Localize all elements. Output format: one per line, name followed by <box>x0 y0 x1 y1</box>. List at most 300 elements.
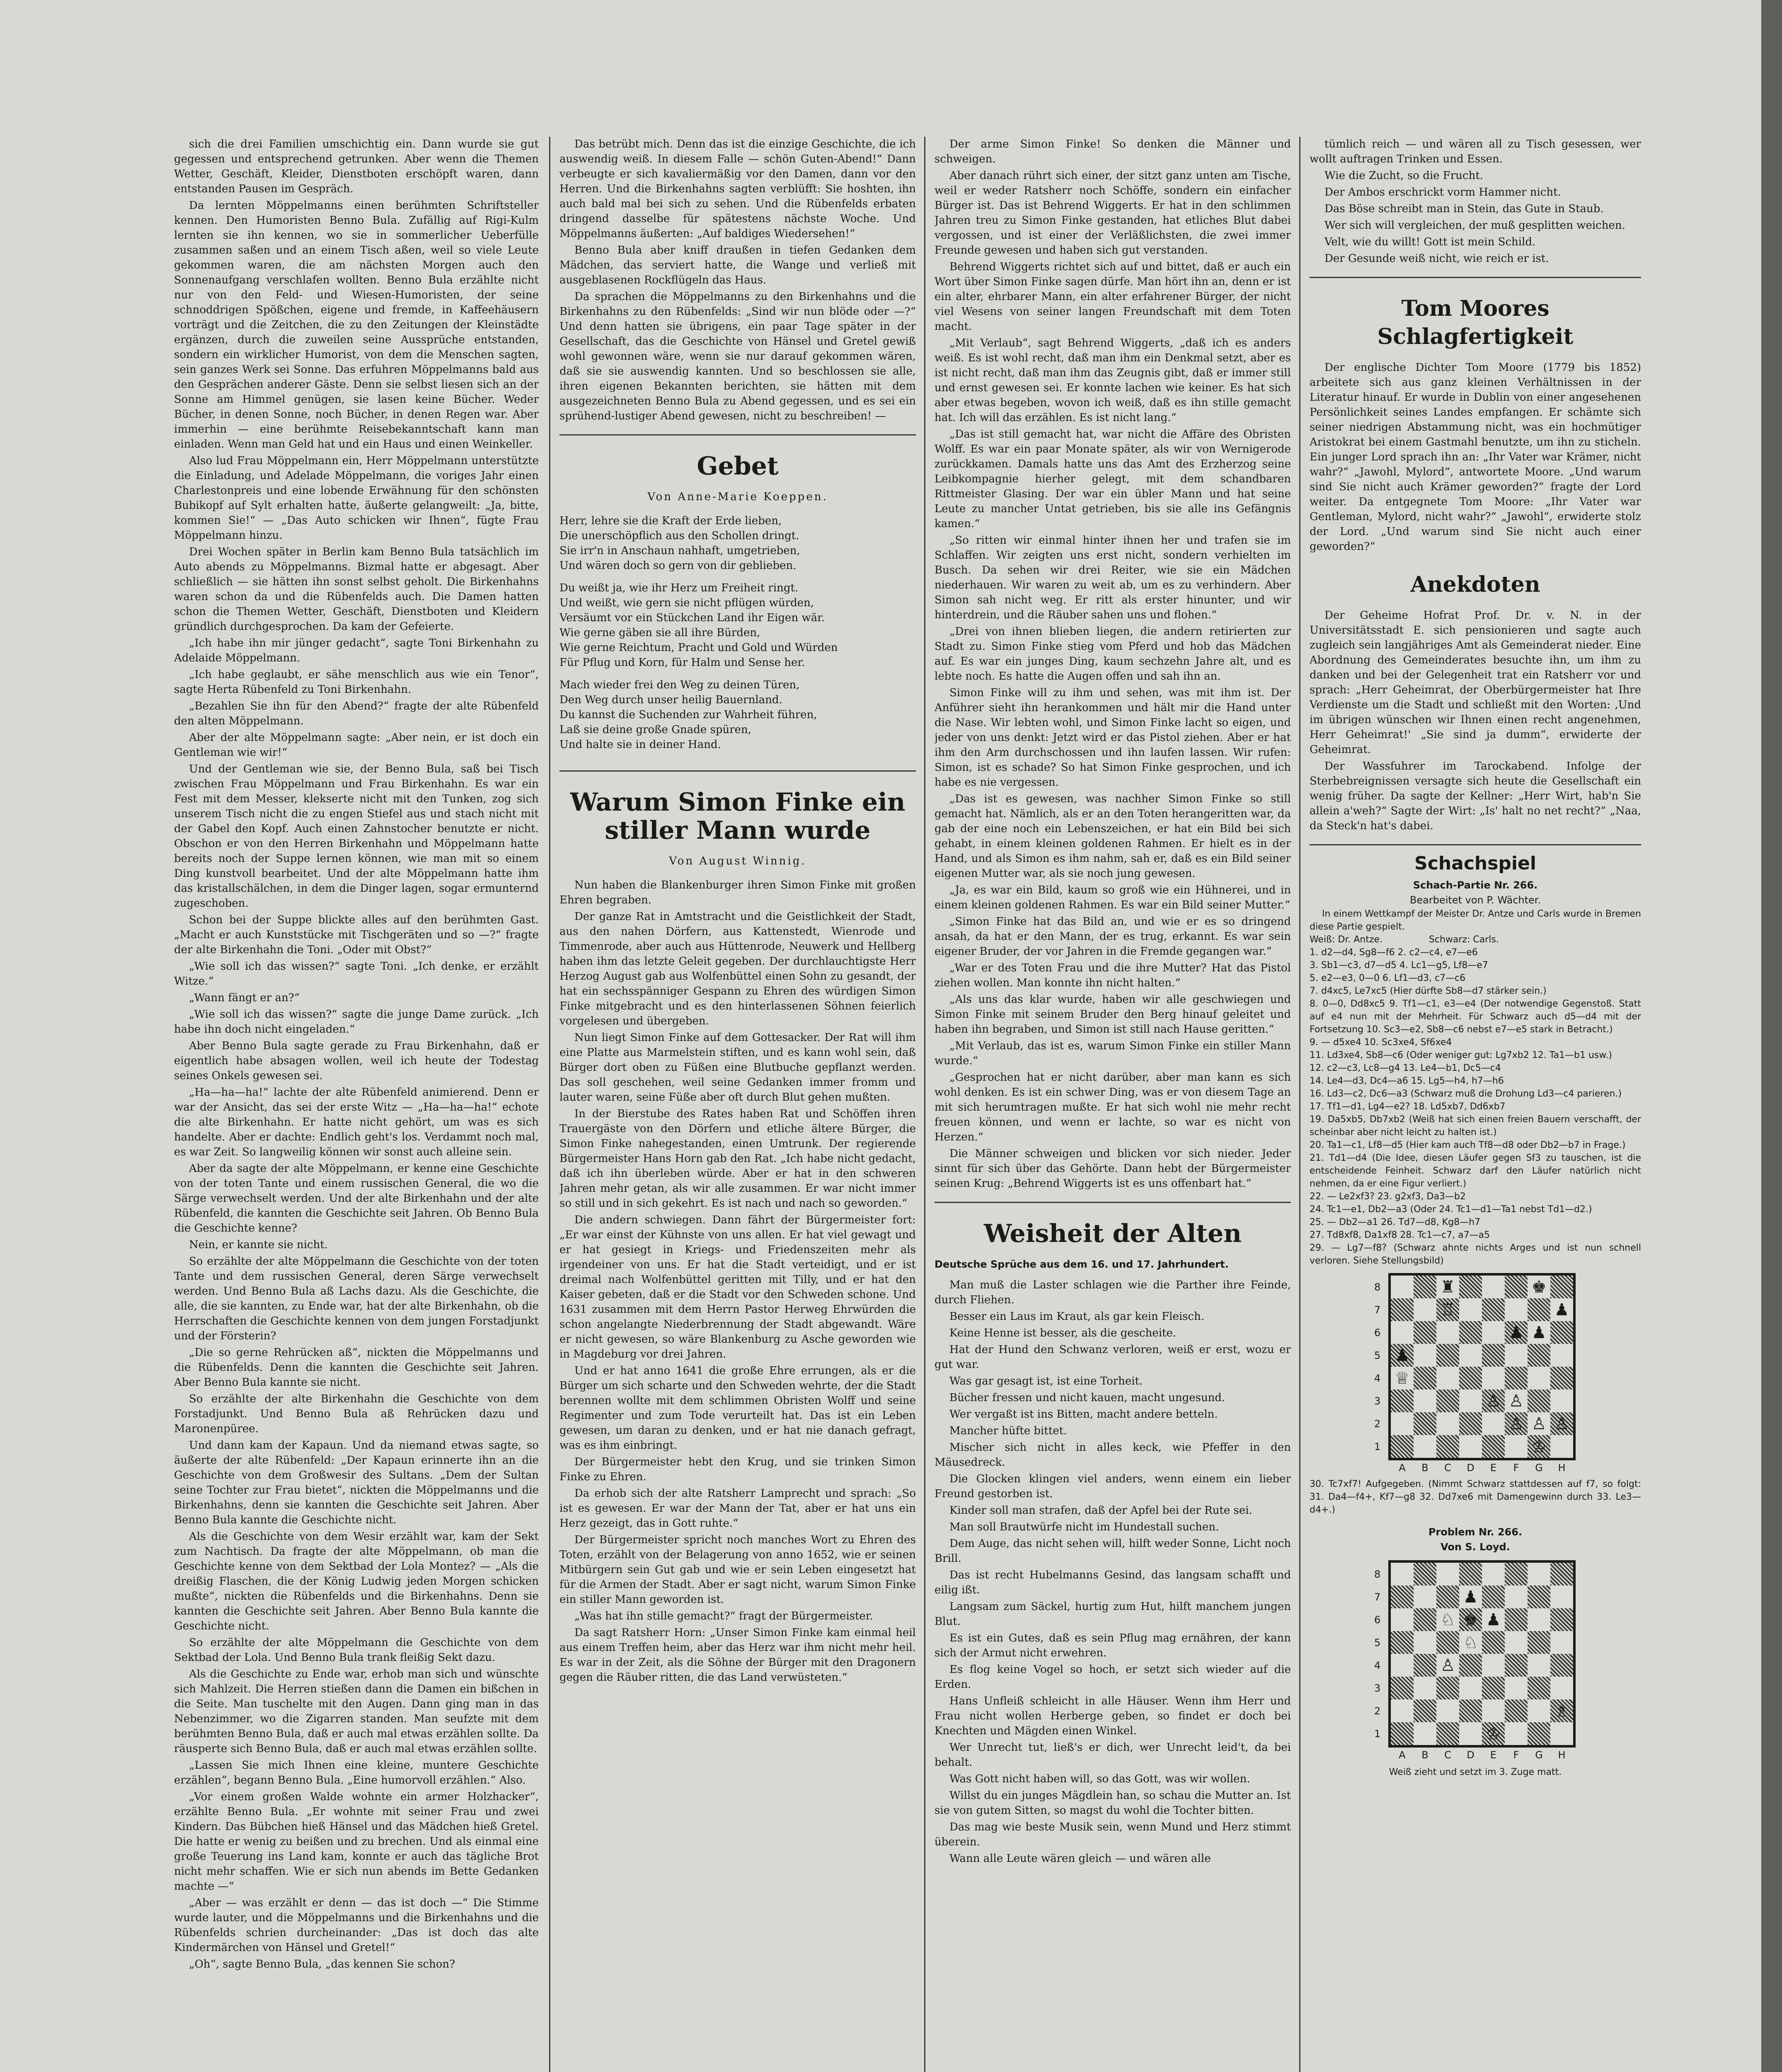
poem-body <box>559 513 916 760</box>
chess-piece <box>1482 1631 1505 1654</box>
poem-line: Und halte sie in deiner Hand. <box>559 738 721 751</box>
board-square <box>1505 1677 1528 1699</box>
board-square <box>1528 1412 1550 1435</box>
board-square <box>1550 1412 1573 1435</box>
chess-piece <box>1482 1412 1505 1435</box>
chess-piece <box>1505 1585 1528 1608</box>
page-edge <box>1761 0 1782 2072</box>
paragraph: Der Geheime Hofrat Prof. Dr. v. N. in der Universitätsstadt E. sich pensionieren und sagte auch zugleich sein langjähriges Amt als Gemeinderat nieder. Eine Abordnung des Gemeinderates besuchte ihn, um ihm zu danken und bei der Gelegenheit trat ein Ratsherr vor und sprach: „Herr Geheimrat, der Oberbürgermeister hat Ihre Verdienste um die Stadt und schließt mit den Worten: ,Und im übrigen wünschen wir Ihnen einen recht angenehmen, Herr Geheimrat!' „Sie sind ja dumm“, erwiderte der Geheimrat. <box>1310 609 1641 756</box>
chess-piece <box>1528 1563 1550 1585</box>
chess-move: 27. Td8xf8, Da1xf8 28. Tc1—c7, a7—a5 <box>1310 1230 1490 1240</box>
chess-piece <box>1414 1389 1436 1412</box>
board-square <box>1505 1608 1528 1631</box>
paragraph: So erzählte der alte Birkenhahn die Geschichte von dem Forstadjunkt. Und Benno Bula aß Rehrücken dazu und Maronenpüree. <box>174 1393 539 1435</box>
chess-piece <box>1550 1631 1573 1654</box>
chess-piece <box>1414 1677 1436 1699</box>
board-square <box>1505 1344 1528 1367</box>
chess-piece <box>1459 1654 1482 1677</box>
column-2 <box>559 137 916 2072</box>
chess-piece: ♟ <box>1531 1323 1547 1342</box>
paragraph: So erzählte der alte Möppelmann die Geschichte von dem Sektbad der Lola. Und Benno Bula trank fleißig Sekt dazu. <box>174 1636 539 1664</box>
chess-piece <box>1436 1563 1459 1585</box>
column-4 <box>1310 137 1641 2072</box>
chess-piece <box>1391 1608 1414 1631</box>
saying: Wer Unrecht tut, ließ's er dich, wer Unrecht leid't, da bei behalt. <box>935 1741 1291 1769</box>
chess-piece <box>1414 1321 1436 1344</box>
chess-piece <box>1414 1699 1436 1722</box>
paragraph: „Das ist es gewesen, was nachher Simon Finke so still gemacht hat. Nämlich, als er an den Toten herangeritten war, da gab der eine noch ein Lebenszeichen, er hat ein Bild bei sich gehabt, in einem kleinen goldenen Rahmen. Er hielt es in der Hand, und als Simon es ihm nahm, sah er, daß es ein Bild seiner eigenen Mutter war, als sie noch jung gewesen. <box>935 793 1291 880</box>
board-square <box>1528 1435 1550 1458</box>
poem-line: Herr, lehre sie die Kraft der Erde lieben, <box>559 515 782 527</box>
problem-caption: Weiß zieht und setzt im 3. Zuge matt. <box>1389 1767 1562 1777</box>
poem-line: Du weißt ja, wie ihr Herz um Freiheit ringt. <box>559 582 799 594</box>
chess-piece <box>1505 1631 1528 1654</box>
paragraph: „Wie soll ich das wissen?“ sagte die junge Dame zurück. „Ich habe ihn doch nicht eingeladen.“ <box>174 1008 539 1036</box>
board-square <box>1528 1722 1550 1745</box>
paragraph: Und er hat anno 1641 die große Ehre errungen, als er die Bürger um sich scharte und den Schweden wehrte, der die Stadt berennen wollte mit dem schlimmen Obristen Wolff und seine Regimenter und zum Tode verurteilt hat. Das ist ein Leben gewesen, um daran zu denken, und er hat nie danach gefragt, was es ihm einbringt. <box>559 1365 916 1452</box>
saying: Das Böse schreibt man in Stein, das Gute in Staub. <box>1324 203 1604 215</box>
sayings-body <box>935 1278 1291 1866</box>
board-square <box>1436 1699 1459 1722</box>
board-square <box>1482 1699 1505 1722</box>
article-byline: Von August Winnig. <box>669 855 806 867</box>
paragraph: Und dann kam der Kapaun. Und da niemand etwas sagte, so äußerte der alte Rübenfeld: „Der Kapaun erinnerte ihn an die Geschichte von dem Großwesir des Sultans. „Dem der Sultan seine Tochter zur Frau bietet“, nickten die Möppelmanns und die Birkenhahns, denn sie kannten die Geschichte seit Jahren. Aber Benno Bula kannte die Geschichte nicht. <box>174 1439 539 1526</box>
chess-move: 20. Ta1—c1, Lf8—d5 (Hier kam auch Tf8—d8 oder Db2—b7 in Frage.) <box>1310 1140 1626 1150</box>
board-square <box>1436 1563 1459 1585</box>
board-square <box>1482 1412 1505 1435</box>
chess-piece <box>1505 1298 1528 1321</box>
saying: Der Gesunde weiß nicht, wie reich er ist. <box>1324 252 1549 265</box>
chess-players: Weiß: Dr. Antze. Schwarz: Carls. <box>1310 934 1499 945</box>
board-square <box>1391 1367 1414 1389</box>
board-square <box>1436 1631 1459 1654</box>
chess-piece <box>1391 1585 1414 1608</box>
board-square <box>1459 1367 1482 1389</box>
board-square <box>1436 1585 1459 1608</box>
paragraph: Aber da sagte der alte Möppelmann, er kenne eine Geschichte von der toten Tante und einem russischen General, die wo die Särge verwechselt werden. Und der alte Birkenhahn und der alte Rübenfeld, die kannten die Geschichte seit Jahren. Ob Benno Bula die Geschichte kenne? <box>174 1162 539 1234</box>
paragraph: Da sagt Ratsherr Horn: „Unser Simon Finke kam einmal heil aus einem Treffen heim, aber das Herz war ihm nicht mehr heil. Es war in der Zeit, als die Söhne der Bürger mit den Dragonern gegen die Räuber ritten, die das Land verwüsteten.“ <box>559 1627 916 1684</box>
column-1 <box>174 137 539 2072</box>
paragraph: Die Männer schweigen und blicken vor sich nieder. Jeder sinnt für sich über das Gehörte. Dann hebt der Bürgermeister seinen Krug: „Behrend Wiggerts ist es uns offenbart hat.“ <box>935 1147 1291 1190</box>
poem-line: Für Pflug und Korn, für Halm und Sense her. <box>559 656 805 669</box>
file-labels <box>1391 1748 1573 1762</box>
board-square <box>1391 1435 1414 1458</box>
board-square <box>1414 1631 1436 1654</box>
board-square <box>1414 1367 1436 1389</box>
paragraph: „So ritten wir einmal hinter ihnen her und trafen sie im Schlaffen. Wir zeigten uns erst nicht, sondern verhielten im Busch. Da sehen wir drei Reiter, wie sie ein Mädchen niederhauen. Wir waren zu weit ab, um es zu verhindern. Aber Simon sah nicht weg. Er ritt als erster hinunter, und wir hinterdrein, und die Räuber sahen uns und flohen.“ <box>935 534 1291 621</box>
saying: Kinder soll man strafen, daß der Apfel bei der Rute sei. <box>949 1504 1252 1517</box>
board-square <box>1505 1654 1528 1677</box>
poem-line: Sie irr'n in Anschaun nahhaft, umgetrieben, <box>559 545 800 557</box>
paragraph: „Bezahlen Sie ihn für den Abend?“ fragte der alte Rübenfeld den alten Möppelmann. <box>174 700 539 727</box>
divider <box>559 770 916 772</box>
chess-piece <box>1414 1608 1436 1631</box>
file-label: D <box>1467 1462 1475 1474</box>
chess-piece <box>1391 1298 1414 1321</box>
file-labels <box>1391 1460 1573 1475</box>
paragraph: Und der Gentleman wie sie, der Benno Bula, saß bei Tisch zwischen Frau Möppelmann und Frau Birkenhahn. Es war ein Fest mit dem Messer, klekserte nicht mit den Tunken, zog sich unserem Tisch nicht die zu engen Stiefel aus und stach nicht mit der Gabel den Kopf. Auch einen Zahnstocher benutzte er nicht. Obschon er von den Herren Birkenhahn und Möppelmann hatte bereits noch der Suppe lernen können, wie man mit so einem Ding kunstvoll bearbeitet. Und der alte Möppelmann hatte ihm das kristallschälchen, in dem die Dinger lagen, sogar ermunternd zugeschoben. <box>174 763 539 910</box>
board-square <box>1414 1276 1436 1298</box>
paragraph: „Die so gerne Rehrücken aß“, nickten die Möppelmanns und die Rübenfelds. Denn die kannten die Geschichte seit Jahren. Aber Benno Bula kannte sie nicht. <box>174 1346 539 1389</box>
column-rule <box>1299 137 1300 2072</box>
chess-piece <box>1414 1631 1436 1654</box>
chess-piece <box>1528 1699 1550 1722</box>
chess-board-problem <box>1372 1560 1579 1762</box>
chess-piece: ♚ <box>1531 1277 1547 1297</box>
poem-line: Du kannst die Suchenden zur Wahrheit führen, <box>559 709 817 721</box>
rank-label: 3 <box>1374 1395 1381 1407</box>
board-square <box>1550 1389 1573 1412</box>
article-continuation <box>935 137 1291 1191</box>
chess-piece <box>1482 1435 1505 1458</box>
board-square <box>1459 1344 1482 1367</box>
story-continuation <box>559 137 916 424</box>
chess-piece <box>1436 1389 1459 1412</box>
board-square <box>1459 1276 1482 1298</box>
saying: Was gar gesagt ist, ist eine Torheit. <box>949 1375 1143 1387</box>
sayings-title: Weisheit der Alten <box>984 1219 1242 1248</box>
paragraph: „Was hat ihn stille gemacht?“ fragt der Bürgermeister. <box>574 1610 873 1622</box>
file-label: F <box>1513 1462 1519 1474</box>
paragraph: Drei Wochen später in Berlin kam Benno Bula tatsächlich im Auto abends zu Möppelmanns. Bizmal hatte er abgesagt. Aber schließlich — sie hätten ihn sonst selbst geholt. Die Birkenhahns waren schon da und die Rübenfelds auch. Die Damen hatten schon die Themen Wetter, Geschäft, Dienstboten und Kleidern gründlich durchgesprochen. Da kam der Gefeierte. <box>174 546 539 633</box>
paragraph: Der Bürgermeister spricht noch manches Wort zu Ehren des Toten, erzählt von der Belagerung von anno 1652, wie er seinen Mitbürgern sein Gut gab und wie er sein Leben eingesetzt hat für die Armen der Stadt. Aber er sagt nicht, warum Simon Finke ein stiller Mann geworden ist. <box>559 1534 916 1606</box>
chess-piece <box>1414 1412 1436 1435</box>
board-square <box>1482 1367 1505 1389</box>
board-square <box>1528 1699 1550 1722</box>
rank-label: 1 <box>1374 1440 1381 1452</box>
paragraph: „Wann fängt er an?“ <box>189 992 300 1004</box>
chess-title: Schachspiel <box>1414 853 1536 874</box>
chess-piece <box>1436 1699 1459 1722</box>
chess-piece <box>1459 1344 1482 1367</box>
rank-label: 8 <box>1374 1281 1381 1293</box>
paragraph: Der englische Dichter Tom Moore (1779 bis 1852) arbeitete sich aus ganz kleinen Verhältnissen in der Literatur hinauf. Er wurde in Dublin von einer angesehenen Persönlichkeit seines Landes empfangen. Er schämte sich seiner niedrigen Abstammung nicht, was ein hochmütiger Aristokrat bei einem Gastmahl benutzte, um ihn zu sticheln. Ein junger Lord sprach ihn an: „Ihr Vater war Krämer, nicht wahr?“ „Jawohl, Mylord“, antwortete Moore. „Und warum sind Sie nicht auch Krämer geworden?“ fragte der Lord weiter. Da entgegnete Tom Moore: „Ihr Vater war Gentleman, Mylord, nicht wahr?“ „Jawohl“, erwiderte stolz der Lord. „Und warum sind Sie nicht auch einer geworden?“ <box>1310 361 1641 553</box>
board-square <box>1482 1344 1505 1367</box>
paragraph: Nun liegt Simon Finke auf dem Gottesacker. Der Rat will ihm eine Platte aus Marmelstein stiften, und es kann wohl sein, daß Bürger dort oben zu Füßen eine Blutbuche gepflanzt werden. Das soll geschehen, weil seine Gedanken immer fromm und lauter waren, seine Füße aber oft durch Blut gehen mußten. <box>559 1031 916 1104</box>
chess-piece <box>1550 1585 1573 1608</box>
paragraph: „Drei von ihnen blieben liegen, die andern retirierten zur Stadt zu. Simon Finke stieg vom Pferd und hob das Mädchen auf. Es war ein junges Ding, kaum sechzehn Jahre alt, und es lebte noch. Es hatte die Augen offen und sah ihn an. <box>935 625 1291 683</box>
chess-piece: ♘ <box>1440 1610 1455 1629</box>
chess-piece <box>1391 1563 1414 1585</box>
poem-line: Versäumt vor ein Stückchen Land ihr Eigen wär. <box>559 612 825 624</box>
paragraph: Nein, er kannte sie nicht. <box>189 1239 328 1251</box>
paragraph: Aber Benno Bula sagte gerade zu Frau Birkenhahn, daß er eigentlich habe absagen wollen, weil ich heute der Todestag seines Onkels gewesen sei. <box>174 1040 539 1082</box>
board-square <box>1550 1608 1573 1631</box>
board-square <box>1505 1699 1528 1722</box>
paragraph: Nun haben die Blankenburger ihren Simon Finke mit großen Ehren begraben. <box>559 879 916 906</box>
saying: Besser ein Laus im Kraut, als gar kein Fleisch. <box>949 1310 1205 1323</box>
chess-piece <box>1505 1344 1528 1367</box>
divider <box>1310 277 1641 278</box>
rank-label: 4 <box>1374 1659 1381 1671</box>
board-square <box>1414 1435 1436 1458</box>
board-square <box>1550 1631 1573 1654</box>
chess-piece: ♙ <box>1531 1414 1547 1433</box>
board-square <box>1550 1654 1573 1677</box>
rank-label: 4 <box>1374 1372 1381 1384</box>
chess-piece <box>1391 1722 1414 1745</box>
saying: Willst du ein junges Mägdlein han, so schau die Mutter an. Ist sie von gutem Sitten, so magst du wohl die Tochter bitten. <box>935 1789 1291 1817</box>
paragraph: „Mit Verlaub“, sagt Behrend Wiggerts, „daß ich es anders weiß. Es ist wohl recht, daß man ihm ein Denkmal setzt, aber es ist nicht recht, daß man ihm das Zeugnis gibt, daß er immer still und ernst gewesen sei. Er konnte lachen wie keiner. Es hat sich aber etwas begeben, wovon ich weiß, daß es ihn stille gemacht hat. Ich will das erzählen. Es ist nicht lang.“ <box>935 337 1291 424</box>
saying: Man soll Brautwürfe nicht im Hundestall suchen. <box>949 1521 1219 1533</box>
file-label: H <box>1558 1749 1566 1761</box>
chess-move: 8. 0—0, Dd8xc5 9. Tf1—c1, e3—e4 (Der notwendige Gegenstoß. Statt auf e4 nun mit der Mehrheit. Für Schwarz auch d5—d4 mit der Fortsetzung 10. Sc3—e2, Sb8—c6 nebst e7—e5 stark in Betracht.) <box>1310 999 1641 1035</box>
board-square <box>1528 1276 1550 1298</box>
paragraph: Aber der alte Möppelmann sagte: „Aber nein, er ist doch ein Gentleman wie wir!“ <box>174 731 539 759</box>
chess-piece <box>1459 1389 1482 1412</box>
chess-piece <box>1528 1631 1550 1654</box>
paragraph: Schon bei der Suppe blickte alles auf den berühmten Gast. „Macht er auch Kunststücke mit Tischgeräten und so —?“ fragte der alte Birkenhahn die Toni. „Oder mit Obst?“ <box>174 914 539 956</box>
board-square <box>1550 1321 1573 1344</box>
chess-move: 1. d2—d4, Sg8—f6 2. c2—c4, e7—e6 <box>1310 947 1478 958</box>
chess-piece <box>1505 1722 1528 1745</box>
board-square <box>1482 1276 1505 1298</box>
chess-piece <box>1391 1412 1414 1435</box>
chess-piece <box>1459 1298 1482 1321</box>
chess-piece <box>1505 1435 1528 1458</box>
board-square <box>1459 1321 1482 1344</box>
paragraph: Also lud Frau Möppelmann ein, Herr Möppelmann unterstützte die Einladung, und Adelade Möppelmann, die voriges Jahr einen Charlestonpreis und eine lobende Erwähnung für den schönsten Bubikopf auf Sylt erhalten hatte, äußerte gelangweilt: „Ja, bitte, kommen Sie!“ — „Das Auto schicken wir Ihnen“, fügte Frau Möppelmann hinzu. <box>174 455 539 542</box>
chess-piece <box>1459 1367 1482 1389</box>
paragraph: Als die Geschichte von dem Wesir erzählt war, kam der Sekt zum Nachtisch. Da fragte der alte Möppelmann, ob man die Geschichte kenne von dem Sektbad der Lola Montez? — „Als die dreißig Flaschen, die der König Ludwig jeden Morgen schicken mußte“, nickten die Rübenfelds und die Birkenhahns. Denn sie kannten die Geschichte seit Jahren. Aber Benno Bula kannte die Geschichte nicht. <box>174 1530 539 1632</box>
paragraph: sich die drei Familien umschichtig ein. Dann wurde sie gut gegessen und entsprechend getrunken. Aber wenn die Themen Wetter, Geschäft, Kleider, Dienstboten erschöpft waren, dann entstanden Pausen im Gespräch. <box>174 138 539 195</box>
chess-piece <box>1391 1321 1414 1344</box>
board-square <box>1391 1699 1414 1722</box>
board-square <box>1391 1276 1414 1298</box>
saying: Bücher fressen und nicht kauen, macht ungesund. <box>949 1392 1225 1404</box>
chess-piece <box>1505 1276 1528 1298</box>
board-square <box>1505 1298 1528 1321</box>
saying: Hans Unfleiß schleicht in alle Häuser. Wenn ihm Herr und Frau nicht wollen Herberge geben, so findet er doch bei Knechten und Mägden einen Winkel. <box>935 1695 1291 1737</box>
board-square <box>1391 1631 1414 1654</box>
board-square <box>1505 1412 1528 1435</box>
chess-board-game <box>1372 1273 1579 1475</box>
board-square <box>1459 1298 1482 1321</box>
chess-piece <box>1391 1435 1414 1458</box>
board-square <box>1436 1435 1459 1458</box>
chess-piece <box>1550 1608 1573 1631</box>
chess-piece <box>1436 1435 1459 1458</box>
board-square <box>1391 1722 1414 1745</box>
board-square <box>1528 1298 1550 1321</box>
rank-label: 2 <box>1374 1705 1381 1717</box>
chess-piece <box>1436 1631 1459 1654</box>
board-square <box>1436 1276 1459 1298</box>
board-square <box>1482 1435 1505 1458</box>
chess-piece <box>1414 1276 1436 1298</box>
board-square <box>1391 1412 1414 1435</box>
board-square <box>1550 1344 1573 1367</box>
paragraph: „Vor einem großen Walde wohnte ein armer Holzhacker“, erzählte Benno Bula. „Er wohnte mit seiner Frau und zwei Kindern. Das Bübchen hieß Hänsel und das Mädchen hieß Gretel. Die hatte er wenig zu beißen und zu brechen. Und als einmal eine große Teuerung ins Land kam, konnte er auch das tägliche Brot nicht mehr schaffen. Wie er sich nun abends im Bette Gedanken machte —“ <box>174 1791 539 1893</box>
board-square <box>1414 1321 1436 1344</box>
paragraph: Benno Bula aber kniff draußen in tiefen Gedanken dem Mädchen, das serviert hatte, die Wange und verließ mit ausgeblasenen Rockflügeln das Haus. <box>559 244 916 286</box>
board-square <box>1391 1389 1414 1412</box>
board-square <box>1414 1608 1436 1631</box>
board-square <box>1528 1608 1550 1631</box>
paragraph: „Als uns das klar wurde, haben wir alle geschwiegen und Simon Finke mit seinem Bruder den Berg hinauf geleitet und haben ihn begraben, und Simon ist still nach Hause geritten.“ <box>935 993 1291 1036</box>
chess-piece <box>1414 1722 1436 1745</box>
chess-piece <box>1482 1298 1505 1321</box>
file-label: G <box>1535 1462 1543 1474</box>
paragraph: Das betrübt mich. Denn das ist die einzige Geschichte, die ich auswendig weiß. In diesem Falle — schön Guten-Abend!“ Dann verbeugte er sich kavaliermäßig vor den Damen, dann vor den Herren. Und die Birkenhahns sagten verblüfft: Sie hoshten, ihn auch bald mal bei sich zu sehen. Und die Rübenfelds erbaten dringend dasselbe für spätestens nächste Woche. Und Möppelmanns äußerten: „Auf baldiges Wiedersehen!“ <box>559 138 916 240</box>
saying: Langsam zum Säckel, hurtig zum Hut, hilft manchem jungen Blut. <box>935 1600 1291 1628</box>
board-square <box>1505 1585 1528 1608</box>
board-square <box>1459 1631 1482 1654</box>
poem-line: Wie gerne Reichtum, Pracht und Gold und Würden <box>559 641 838 654</box>
board-square <box>1550 1677 1573 1699</box>
board-square <box>1505 1276 1528 1298</box>
rank-label: 8 <box>1374 1568 1381 1580</box>
chess-piece <box>1505 1654 1528 1677</box>
rank-labels <box>1374 1563 1386 1745</box>
chess-piece <box>1459 1435 1482 1458</box>
board-square <box>1550 1298 1573 1321</box>
chess-piece <box>1391 1677 1414 1699</box>
board-square <box>1459 1722 1482 1745</box>
chess-piece <box>1482 1585 1505 1608</box>
chess-piece <box>1414 1585 1436 1608</box>
file-label: G <box>1535 1749 1543 1761</box>
board-square <box>1459 1412 1482 1435</box>
board-square <box>1414 1298 1436 1321</box>
board-square <box>1414 1654 1436 1677</box>
board-square <box>1505 1722 1528 1745</box>
paragraph: Der Bürgermeister hebt den Krug, und sie trinken Simon Finke zu Ehren. <box>559 1456 916 1483</box>
chess-piece <box>1505 1677 1528 1699</box>
chess-piece <box>1550 1276 1573 1298</box>
divider <box>559 434 916 436</box>
chess-move: 19. Da5xb5, Db7xb2 (Weiß hat sich einen freien Bauern verschafft, der scheinbar aber nicht leicht zu halten ist.) <box>1310 1114 1641 1138</box>
chess-piece <box>1414 1563 1436 1585</box>
paragraph: Die andern schwiegen. Dann fährt der Bürgermeister fort: „Er war einst der Kühnste von uns allen. Er hat viel gewagt und er hat gesiegt in Kriegs- und Friedenszeiten mehr als irgendeiner von uns. Er hat die Stadt verteidigt, und er ist dreimal nach Wolfenbüttel geritten mit Tilly, und er hat den Kaiser gebeten, daß er die Stadt vor den Schweden schone. Und 1631 zusammen mit dem Herrn Pastor Herweg Ehrwürden die schon angelangte Niederbrennung der Stadt abgewandt. Wäre er nicht gewesen, so wäre Blankenburg zu Asche geworden wie in Magdeburg vor drei Jahren. <box>559 1214 916 1360</box>
chess-piece: ♔ <box>1486 1724 1501 1743</box>
board-square <box>1482 1389 1505 1412</box>
chess-piece <box>1459 1412 1482 1435</box>
chess-piece <box>1459 1563 1482 1585</box>
board-square <box>1482 1563 1505 1585</box>
board-square <box>1528 1563 1550 1585</box>
board-square <box>1436 1344 1459 1367</box>
board-square <box>1391 1677 1414 1699</box>
file-label: B <box>1421 1462 1429 1474</box>
board-square <box>1414 1722 1436 1745</box>
chess-move: 12. c2—c3, Lc8—g4 13. Le4—b1, Dc5—c4 <box>1310 1063 1501 1073</box>
paragraph: „Aber — was erzählt er denn — das ist doch —“ Die Stimme wurde lauter, und die Möppelmanns und die Birkenhahns und die Rübenfelds schrien durcheinander: „Das ist doch das alte Kindermärchen von Hänsel und Gretel!“ <box>174 1897 539 1954</box>
chess-move: 24. Tc1—e1, Db2—a3 (Oder 24. Tc1—d1—Ta1 nebst Td1—d2.) <box>1310 1204 1592 1215</box>
chess-piece <box>1482 1677 1505 1699</box>
chess-piece <box>1414 1298 1436 1321</box>
chess-move: 7. d4xc5, Le7xc5 (Hier dürfte Sb8—d7 stärker sein.) <box>1310 986 1547 996</box>
board-square <box>1436 1677 1459 1699</box>
poem-line: Mach wieder frei den Weg zu deinen Türen, <box>559 679 800 691</box>
board-square <box>1414 1412 1436 1435</box>
chess-piece: ♙ <box>1440 1656 1455 1675</box>
board-square <box>1436 1722 1459 1745</box>
saying: Dem Auge, das nicht sehen will, hilft weder Sonne, Licht noch Brill. <box>935 1537 1291 1565</box>
chess-piece: ♟ <box>1395 1346 1410 1365</box>
board-square <box>1528 1677 1550 1699</box>
column-rule <box>549 137 550 2072</box>
article-body <box>559 878 916 1685</box>
divider <box>935 1202 1291 1203</box>
chess-piece <box>1391 1631 1414 1654</box>
column-3 <box>935 137 1291 2072</box>
chess-piece <box>1505 1608 1528 1631</box>
chessboard <box>1388 1273 1576 1460</box>
board-square <box>1459 1654 1482 1677</box>
saying: Es flog keine Vogel so hoch, er setzt sich wieder auf die Erden. <box>935 1663 1291 1691</box>
file-label: C <box>1444 1749 1451 1761</box>
paragraph: „Oh“, sagte Benno Bula, „das kennen Sie schon? <box>189 1958 455 1970</box>
chess-move: 14. Le4—d3, Dc4—a6 15. Lg5—h4, h7—h6 <box>1310 1076 1504 1086</box>
chess-piece <box>1436 1722 1459 1745</box>
board-square <box>1482 1631 1505 1654</box>
sayings-subtitle: Deutsche Sprüche aus dem 16. und 17. Jahrhundert. <box>935 1259 1229 1270</box>
chess-move: 3. Sb1—c3, d7—d5 4. Lc1—g5, Lf8—e7 <box>1310 960 1488 971</box>
chess-piece <box>1459 1276 1482 1298</box>
saying: Was Gott nicht haben will, so das Gott, was wir wollen. <box>949 1773 1250 1785</box>
board-square <box>1436 1321 1459 1344</box>
board-square <box>1459 1608 1482 1631</box>
chess-piece <box>1528 1344 1550 1367</box>
chess-piece: ♗ <box>1554 1701 1569 1721</box>
board-square <box>1482 1608 1505 1631</box>
chess-piece: ♟ <box>1508 1323 1524 1342</box>
chess-move: 25. — Db2—a1 26. Td7—d8, Kg8—h7 <box>1310 1217 1481 1227</box>
poem-line: Den Weg durch unser heilig Bauernland. <box>559 694 782 706</box>
board-square <box>1528 1631 1550 1654</box>
paragraph: „Simon Finke hat das Bild an, und wie er es so dringend ansah, da hat er den Mann, der es trug, erkannt. Es war sein eigener Bruder, der vor Jahren in die Fremde gegangen war.“ <box>935 915 1291 958</box>
board-square <box>1528 1344 1550 1367</box>
board-square <box>1550 1435 1573 1458</box>
board-square <box>1505 1367 1528 1389</box>
board-square <box>1550 1585 1573 1608</box>
chess-piece <box>1414 1435 1436 1458</box>
chess-piece <box>1550 1389 1573 1412</box>
chess-piece <box>1436 1321 1459 1344</box>
chess-piece <box>1482 1367 1505 1389</box>
chess-piece: ♙ <box>1508 1414 1524 1433</box>
file-label: E <box>1490 1462 1497 1474</box>
chess-editor: Bearbeitet von P. Wächter. <box>1409 894 1541 906</box>
chess-piece <box>1482 1563 1505 1585</box>
paragraph: Da sprachen die Möppelmanns zu den Birkenhahns und die Birkenhahns zu den Rübenfelds: „Sind wir nun blöde oder —?“ Und denn hatten sie übrigens, ein paar Tage später in der Gesellschaft, das die Geschichte von Hänsel und Gretel gewiß wohl gewonnen wäre, wenn sie nur darauf gekommen wären, daß sie sie auswendig kannten. Und so beschlossen sie alle, ihren eigenen Bekannten berichten, sie hätten mit dem ausgezeichneten Benno Bula zu Abend gegessen, und es sei ein sprühend-lustiger Abend gewesen, nicht zu beschreiben! — <box>559 290 916 422</box>
chess-piece <box>1391 1654 1414 1677</box>
chess-piece <box>1459 1677 1482 1699</box>
divider <box>1310 844 1641 845</box>
paragraph: „Gesprochen hat er nicht darüber, aber man kann es sich wohl denken. Es ist ein schwer Ding, was er von diesem Tage an mit sich herumtragen mußte. Er hat sich wohl nie mehr recht freuen können, und wenn er lachte, so war es nicht von Herzen.“ <box>935 1071 1291 1143</box>
chess-piece <box>1528 1722 1550 1745</box>
paragraph: In der Bierstube des Rates haben Rat und Schöffen ihren Trauergäste von den Dörfern und etliche ältere Bürger, die Simon Finke nahegestanden, einen Umtrunk. Der regierende Bürgermeister Hans Horn gab den Rat. „Ich habe nicht gedacht, daß ich ihn überleben würde. Aber er hat in den schweren Jahren mehr getan, als wir alle zusammen. Er war nicht immer so still und in sich gekehrt. Es ist nach und nach so geworden.“ <box>559 1108 916 1210</box>
chessboard <box>1388 1560 1576 1748</box>
board-square <box>1459 1699 1482 1722</box>
saying: Man muß die Laster schlagen wie die Parther ihre Feinde, durch Fliehen. <box>935 1279 1291 1306</box>
chess-piece <box>1459 1321 1482 1344</box>
paragraph: Da lernten Möppelmanns einen berühmten Schriftsteller kennen. Den Humoristen Benno Bula. Zufällig auf Rigi-Kulm lernten sie ihn kennen, wo sie in sommerlicher Ueberfülle zusammen saßen und an einem Tisch aßen, weil so viele Leute gekommen waren, die am nächsten Morgen auch den Sonnenaufgang verschlafen wollten. Benno Bula erzählte nicht nur von den Feld- und Wiesen-Humoristen, der seine schnoddrigen Spößchen, eigene und fremde, in Kaffeehäusern vorträgt und die Zeitchen, die zu den Zeitungen der Kleinstädte ergänzen, durch die zuweilen seine Aussprüche entstanden, sondern ein wirklicher Humorist, von dem die Menschen sagten, sein ganzes Werk sei Sonne. Das erfuhren Möppelmanns bald aus den Gesprächen anderer Gäste. Denn sie selbst liesen sich an der Sonne am Himmel genügen, sie lasen keine Bücher. Weder Bücher, in denen Sonne, noch Bücher, in denen Regen war. Aber immerhin — eine berühmte Reisebekanntschaft kann man einladen. Wenn man Geld hat und ein Haus und einen Weinkeller. <box>174 199 539 450</box>
chess-piece <box>1505 1699 1528 1722</box>
chess-piece <box>1482 1699 1505 1722</box>
anecdote-title: Tom Moores Schlagfertigkeit <box>1377 296 1574 349</box>
chess-move: 9. — d5xe4 10. Sc3xe4, Sf6xe4 <box>1310 1037 1452 1048</box>
chess-piece <box>1528 1654 1550 1677</box>
chess-piece: ♙ <box>1508 1391 1524 1411</box>
saying: Mancher hüfte bittet. <box>949 1425 1067 1437</box>
saying: Es ist ein Gutes, daß es sein Pflug mag ernähren, der kann sich der Armut nicht erwehren. <box>935 1632 1291 1659</box>
board-square <box>1391 1298 1414 1321</box>
chess-piece <box>1528 1585 1550 1608</box>
file-label: C <box>1444 1462 1451 1474</box>
saying: Wer vergaßt ist ins Bitten, macht andere betteln. <box>949 1408 1218 1421</box>
